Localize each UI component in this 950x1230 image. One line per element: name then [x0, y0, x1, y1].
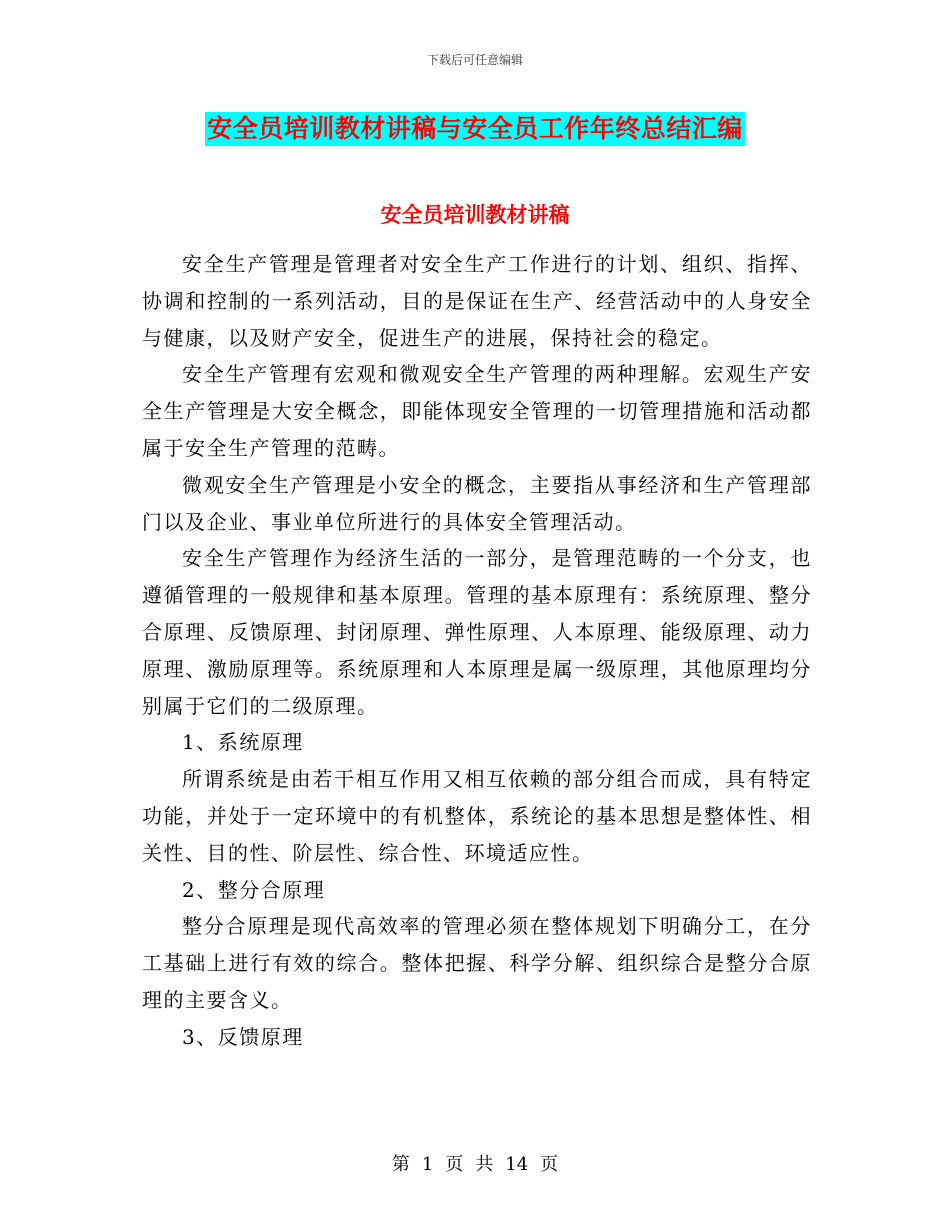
document-title: 安全员培训教材讲稿与安全员工作年终总结汇编 [205, 112, 745, 146]
footer-page-word: 页 [445, 1154, 464, 1175]
footer-total-word: 共 [475, 1154, 494, 1175]
paragraph: 所谓系统是由若干相互作用又相互依赖的部分组合而成，具有特定功能，并处于一定环境中的有机整体，系统论的基本思想是整体性、相关性、目的性、阶层性、综合性、环境适应性。 [142, 767, 812, 865]
paragraph: 整分合原理是现代高效率的管理必须在整体规划下明确分工，在分工基础上进行有效的综合。整体把握、科学分解、组织综合是整分合原理的主要含义。 [142, 914, 812, 1012]
page-header-note: 下载后可任意编辑 [426, 53, 523, 67]
subheading-feedback-principle: 3、反馈原理 [182, 1024, 304, 1049]
footer-total-pages: 14 [505, 1154, 529, 1175]
paragraph: 安全生产管理是管理者对安全生产工作进行的计划、组织、指挥、协调和控制的一系列活动，目的是保证在生产、经营活动中的人身安全与健康，以及财产安全，促进生产的进展，保持社会的稳定。 [142, 252, 812, 350]
section-title: 安全员培训教材讲稿 [380, 202, 570, 227]
page-footer [0, 1153, 950, 1177]
document-body [142, 246, 812, 1056]
footer-suffix: 页 [540, 1154, 559, 1175]
footer-page-number: 1 [421, 1154, 434, 1175]
paragraph: 安全生产管理有宏观和微观安全生产管理的两种理解。宏观生产安全生产管理是大安全概念，即能体现安全管理的一切管理措施和活动都属于安全生产管理的范畴。 [142, 362, 812, 460]
subheading-integration-principle: 2、整分合原理 [182, 877, 326, 902]
paragraph: 安全生产管理作为经济生活的一部分，是管理范畴的一个分支，也遵循管理的一般规律和基本原理。管理的基本原理有：系统原理、整分合原理、反馈原理、封闭原理、弹性原理、人本原理、能级原理、动力原理、激励原理等。系统原理和人本原理是属一级原理，其他原理均分别属于它们的二级原理。 [142, 546, 812, 718]
paragraph: 微观安全生产管理是小安全的概念，主要指从事经济和生产管理部门以及企业、事业单位所进行的具体安全管理活动。 [142, 472, 812, 534]
footer-prefix: 第 [391, 1154, 410, 1175]
subheading-system-principle: 1、系统原理 [182, 730, 304, 755]
document-title-container [0, 112, 950, 146]
